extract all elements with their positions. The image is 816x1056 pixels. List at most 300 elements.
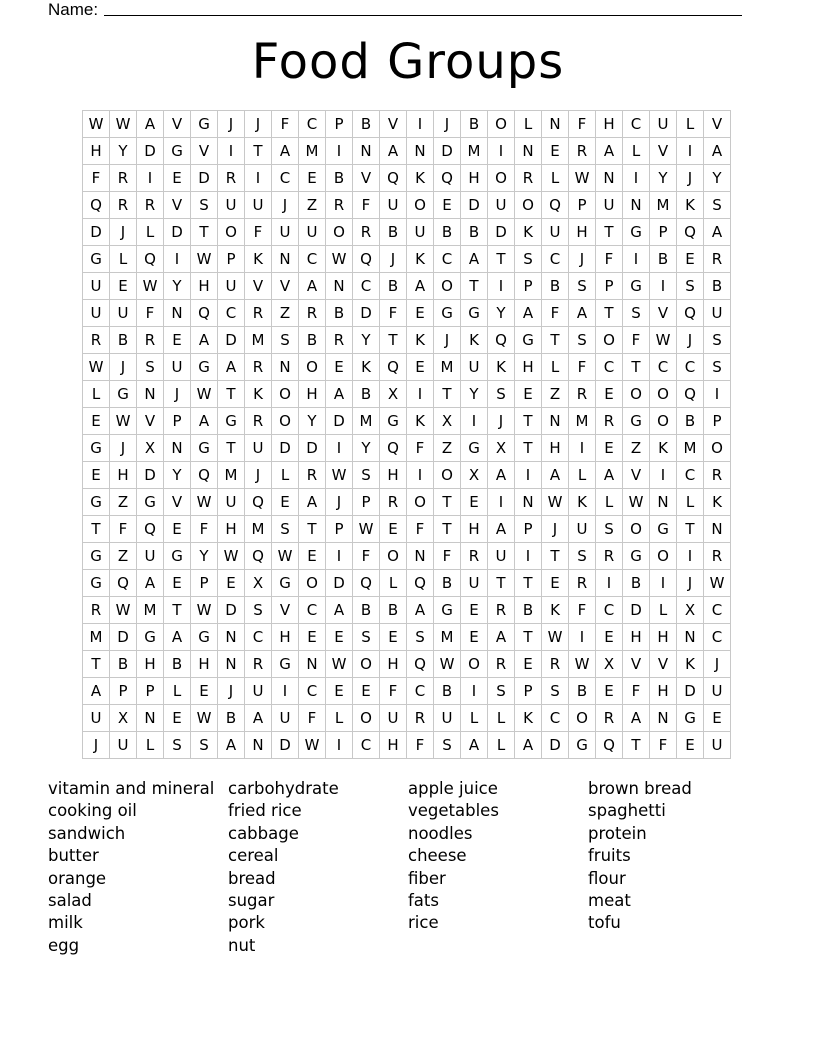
grid-letter: G (623, 273, 650, 300)
grid-letter: A (326, 381, 353, 408)
grid-letter: L (596, 489, 623, 516)
grid-letter: O (650, 408, 677, 435)
grid-row (83, 219, 731, 246)
grid-letter: K (407, 327, 434, 354)
grid-letter: D (272, 732, 299, 759)
grid-letter: E (461, 597, 488, 624)
grid-letter: T (434, 381, 461, 408)
grid-letter: R (245, 651, 272, 678)
grid-letter: A (407, 597, 434, 624)
grid-letter: V (650, 300, 677, 327)
grid-letter: S (596, 516, 623, 543)
grid-letter: E (407, 354, 434, 381)
grid-letter: H (596, 111, 623, 138)
grid-letter: E (596, 381, 623, 408)
grid-letter: Z (110, 543, 137, 570)
grid-letter: H (461, 165, 488, 192)
grid-letter: K (542, 597, 569, 624)
grid-letter: A (218, 354, 245, 381)
grid-letter: N (650, 705, 677, 732)
grid-letter: R (245, 300, 272, 327)
grid-letter: M (461, 138, 488, 165)
grid-letter: S (677, 273, 704, 300)
grid-letter: T (218, 381, 245, 408)
grid-letter: W (137, 273, 164, 300)
grid-letter: P (191, 570, 218, 597)
grid-letter: R (218, 165, 245, 192)
grid-row (83, 678, 731, 705)
grid-letter: U (245, 678, 272, 705)
grid-letter: B (569, 678, 596, 705)
grid-letter: N (623, 192, 650, 219)
grid-letter: J (434, 111, 461, 138)
grid-letter: U (569, 516, 596, 543)
grid-letter: K (488, 354, 515, 381)
grid-letter: U (461, 570, 488, 597)
grid-letter: N (596, 165, 623, 192)
grid-letter: Q (191, 300, 218, 327)
grid-letter: U (110, 732, 137, 759)
grid-letter: G (191, 624, 218, 651)
word-list-item: protein (588, 823, 647, 843)
grid-letter: U (272, 705, 299, 732)
grid-row (83, 597, 731, 624)
grid-letter: T (461, 273, 488, 300)
grid-letter: O (434, 273, 461, 300)
grid-letter: I (488, 489, 515, 516)
grid-letter: X (461, 462, 488, 489)
grid-letter: O (596, 327, 623, 354)
grid-letter: G (434, 597, 461, 624)
grid-row (83, 435, 731, 462)
grid-letter: T (623, 732, 650, 759)
grid-letter: M (137, 597, 164, 624)
grid-letter: F (272, 111, 299, 138)
grid-letter: Y (191, 543, 218, 570)
grid-letter: E (83, 462, 110, 489)
grid-letter: E (596, 435, 623, 462)
grid-letter: M (677, 435, 704, 462)
grid-row (83, 192, 731, 219)
grid-letter: B (326, 165, 353, 192)
grid-letter: F (407, 435, 434, 462)
grid-letter: R (245, 408, 272, 435)
grid-letter: D (542, 732, 569, 759)
grid-letter: A (407, 273, 434, 300)
grid-letter: F (569, 354, 596, 381)
grid-letter: T (488, 570, 515, 597)
word-list-item: vegetables (408, 801, 499, 821)
grid-letter: H (83, 138, 110, 165)
grid-letter: N (245, 732, 272, 759)
grid-row (83, 354, 731, 381)
grid-letter: R (569, 381, 596, 408)
grid-letter: M (569, 408, 596, 435)
grid-letter: W (353, 516, 380, 543)
grid-letter: U (218, 192, 245, 219)
grid-letter: R (704, 246, 731, 273)
grid-letter: U (704, 678, 731, 705)
grid-letter: N (515, 138, 542, 165)
grid-letter: C (299, 597, 326, 624)
grid-letter: N (326, 273, 353, 300)
grid-letter: F (542, 300, 569, 327)
grid-letter: Q (245, 489, 272, 516)
word-list-item: fried rice (228, 801, 302, 821)
grid-letter: P (515, 273, 542, 300)
grid-letter: W (191, 381, 218, 408)
grid-letter: G (569, 732, 596, 759)
grid-letter: I (704, 381, 731, 408)
grid-letter: V (164, 192, 191, 219)
grid-letter: T (245, 138, 272, 165)
word-list-item: butter (48, 846, 99, 866)
grid-letter: P (218, 246, 245, 273)
grid-letter: I (650, 570, 677, 597)
grid-letter: J (380, 246, 407, 273)
grid-letter: C (299, 111, 326, 138)
grid-letter: T (83, 516, 110, 543)
grid-letter: K (677, 192, 704, 219)
grid-letter: P (515, 678, 542, 705)
grid-letter: H (299, 381, 326, 408)
grid-letter: G (191, 435, 218, 462)
grid-letter: B (380, 597, 407, 624)
grid-letter: O (461, 651, 488, 678)
grid-letter: R (110, 165, 137, 192)
grid-letter: A (461, 246, 488, 273)
grid-letter: E (596, 678, 623, 705)
grid-letter: B (650, 246, 677, 273)
grid-letter: B (164, 651, 191, 678)
grid-letter: H (191, 273, 218, 300)
grid-letter: Q (353, 570, 380, 597)
grid-letter: L (542, 165, 569, 192)
grid-letter: S (515, 246, 542, 273)
grid-letter: Y (461, 381, 488, 408)
grid-letter: D (191, 165, 218, 192)
grid-letter: Q (137, 516, 164, 543)
grid-letter: E (164, 705, 191, 732)
word-list-item: cheese (408, 846, 467, 866)
grid-letter: V (623, 651, 650, 678)
grid-letter: G (434, 300, 461, 327)
grid-letter: G (83, 543, 110, 570)
grid-letter: E (83, 408, 110, 435)
grid-letter: J (677, 570, 704, 597)
grid-letter: S (569, 327, 596, 354)
grid-letter: I (569, 435, 596, 462)
grid-letter: D (299, 435, 326, 462)
grid-row (83, 624, 731, 651)
grid-letter: V (650, 138, 677, 165)
grid-letter: M (218, 462, 245, 489)
grid-row (83, 705, 731, 732)
grid-letter: V (245, 273, 272, 300)
grid-letter: N (353, 138, 380, 165)
grid-letter: U (164, 354, 191, 381)
grid-letter: E (515, 651, 542, 678)
grid-letter: U (83, 705, 110, 732)
grid-letter: G (83, 570, 110, 597)
grid-letter: G (218, 408, 245, 435)
grid-letter: L (272, 462, 299, 489)
grid-letter: I (326, 543, 353, 570)
grid-letter: F (623, 678, 650, 705)
word-list (48, 778, 768, 957)
grid-letter: F (623, 327, 650, 354)
grid-letter: V (380, 111, 407, 138)
grid-letter: E (326, 678, 353, 705)
grid-letter: E (164, 570, 191, 597)
grid-letter: O (569, 705, 596, 732)
grid-letter: X (434, 408, 461, 435)
grid-letter: S (569, 273, 596, 300)
grid-letter: I (326, 138, 353, 165)
grid-letter: Y (164, 462, 191, 489)
grid-letter: I (569, 624, 596, 651)
grid-letter: O (650, 543, 677, 570)
grid-row (83, 570, 731, 597)
grid-letter: T (191, 219, 218, 246)
grid-letter: V (353, 165, 380, 192)
grid-letter: B (542, 273, 569, 300)
grid-letter: I (650, 462, 677, 489)
word-list-item: brown bread (588, 779, 692, 798)
grid-letter: E (326, 354, 353, 381)
grid-letter: U (137, 543, 164, 570)
grid-letter: L (110, 246, 137, 273)
grid-row (83, 246, 731, 273)
grid-letter: Q (488, 327, 515, 354)
grid-letter: A (191, 327, 218, 354)
grid-letter: N (299, 651, 326, 678)
grid-letter: P (650, 219, 677, 246)
grid-letter: R (83, 597, 110, 624)
grid-letter: D (218, 597, 245, 624)
grid-letter: P (353, 489, 380, 516)
grid-letter: R (326, 327, 353, 354)
grid-letter: H (137, 651, 164, 678)
grid-letter: U (704, 732, 731, 759)
grid-row (83, 381, 731, 408)
grid-letter: Y (704, 165, 731, 192)
grid-letter: R (110, 192, 137, 219)
grid-letter: L (461, 705, 488, 732)
grid-letter: U (380, 192, 407, 219)
grid-letter: G (137, 624, 164, 651)
grid-letter: P (326, 516, 353, 543)
word-list-item: orange (48, 868, 107, 888)
grid-letter: G (623, 219, 650, 246)
grid-letter: O (704, 435, 731, 462)
grid-letter: W (272, 543, 299, 570)
grid-letter: E (677, 732, 704, 759)
grid-letter: K (515, 705, 542, 732)
grid-letter: J (326, 489, 353, 516)
grid-letter: L (488, 732, 515, 759)
word-list-item: bread (228, 868, 276, 888)
grid-letter: R (83, 327, 110, 354)
grid-letter: D (110, 624, 137, 651)
grid-letter: S (353, 624, 380, 651)
grid-letter: W (110, 111, 137, 138)
grid-letter: K (407, 246, 434, 273)
grid-letter: J (488, 408, 515, 435)
grid-letter: G (164, 543, 191, 570)
grid-letter: N (164, 300, 191, 327)
grid-letter: A (83, 678, 110, 705)
grid-letter: J (245, 462, 272, 489)
grid-letter: C (596, 354, 623, 381)
grid-letter: G (677, 705, 704, 732)
grid-letter: D (623, 597, 650, 624)
grid-letter: T (380, 327, 407, 354)
grid-letter: S (272, 516, 299, 543)
grid-letter: B (326, 300, 353, 327)
grid-letter: Q (542, 192, 569, 219)
grid-letter: G (164, 138, 191, 165)
grid-letter: I (461, 408, 488, 435)
grid-letter: C (299, 246, 326, 273)
grid-letter: L (542, 354, 569, 381)
grid-letter: Q (110, 570, 137, 597)
grid-letter: N (542, 111, 569, 138)
grid-letter: W (83, 354, 110, 381)
word-list-item: milk (48, 913, 83, 933)
grid-letter: M (83, 624, 110, 651)
grid-letter: N (137, 705, 164, 732)
grid-letter: D (83, 219, 110, 246)
grid-letter: F (407, 516, 434, 543)
grid-letter: R (353, 219, 380, 246)
grid-letter: C (245, 624, 272, 651)
grid-letter: P (515, 516, 542, 543)
grid-letter: E (515, 381, 542, 408)
grid-letter: Q (677, 300, 704, 327)
grid-letter: A (461, 732, 488, 759)
grid-letter: T (596, 219, 623, 246)
grid-letter: A (596, 138, 623, 165)
grid-letter: D (434, 138, 461, 165)
grid-letter: H (515, 354, 542, 381)
grid-letter: U (434, 705, 461, 732)
grid-letter: Z (110, 489, 137, 516)
grid-letter: S (488, 678, 515, 705)
grid-letter: T (488, 246, 515, 273)
grid-letter: A (299, 489, 326, 516)
grid-letter: W (191, 489, 218, 516)
grid-letter: B (704, 273, 731, 300)
grid-letter: L (677, 111, 704, 138)
grid-letter: U (218, 489, 245, 516)
word-list-item: sandwich (48, 823, 126, 843)
grid-letter: O (650, 381, 677, 408)
grid-letter: Q (380, 435, 407, 462)
grid-letter: D (326, 570, 353, 597)
grid-letter: L (380, 570, 407, 597)
grid-letter: X (677, 597, 704, 624)
grid-letter: B (380, 219, 407, 246)
grid-letter: K (245, 246, 272, 273)
grid-letter: Y (353, 327, 380, 354)
grid-letter: P (110, 678, 137, 705)
grid-letter: S (569, 543, 596, 570)
grid-letter: D (677, 678, 704, 705)
grid-letter: S (164, 732, 191, 759)
grid-letter: X (380, 381, 407, 408)
grid-letter: Q (596, 732, 623, 759)
grid-row (83, 543, 731, 570)
grid-letter: U (704, 300, 731, 327)
grid-letter: S (191, 192, 218, 219)
grid-letter: A (272, 138, 299, 165)
word-list-item: egg (48, 935, 80, 955)
grid-letter: I (461, 678, 488, 705)
word-list-item: vitamin and mineral (48, 779, 215, 798)
grid-letter: O (488, 111, 515, 138)
grid-letter: D (461, 192, 488, 219)
word-list-column (228, 778, 408, 957)
grid-letter: I (488, 138, 515, 165)
word-list-item: apple juice (408, 779, 498, 798)
grid-letter: I (650, 273, 677, 300)
grid-letter: X (110, 705, 137, 732)
grid-row (83, 300, 731, 327)
grid-letter: Y (488, 300, 515, 327)
word-list-item: rice (408, 913, 439, 933)
grid-letter: L (137, 219, 164, 246)
grid-letter: G (110, 381, 137, 408)
grid-letter: G (191, 354, 218, 381)
grid-letter: S (434, 732, 461, 759)
grid-letter: R (488, 597, 515, 624)
grid-letter: N (218, 651, 245, 678)
grid-letter: P (704, 408, 731, 435)
grid-letter: P (164, 408, 191, 435)
grid-letter: H (650, 678, 677, 705)
grid-letter: L (83, 381, 110, 408)
grid-letter: T (515, 570, 542, 597)
grid-letter: E (434, 192, 461, 219)
grid-letter: G (515, 327, 542, 354)
grid-letter: F (353, 543, 380, 570)
grid-letter: W (704, 570, 731, 597)
grid-letter: U (596, 192, 623, 219)
grid-letter: O (299, 354, 326, 381)
grid-letter: R (326, 192, 353, 219)
grid-letter: D (137, 138, 164, 165)
grid-letter: R (380, 489, 407, 516)
word-list-item: fruits (588, 846, 631, 866)
grid-letter: R (299, 300, 326, 327)
name-label: Name: (48, 0, 99, 19)
grid-letter: K (353, 354, 380, 381)
word-list-item: tofu (588, 913, 621, 933)
grid-letter: I (218, 138, 245, 165)
grid-letter: U (407, 219, 434, 246)
grid-letter: A (515, 300, 542, 327)
grid-letter: G (83, 489, 110, 516)
grid-letter: S (623, 300, 650, 327)
grid-letter: O (488, 165, 515, 192)
grid-letter: N (704, 516, 731, 543)
grid-row (83, 327, 731, 354)
grid-letter: R (704, 462, 731, 489)
grid-letter: T (542, 543, 569, 570)
grid-letter: A (164, 624, 191, 651)
grid-letter: V (272, 273, 299, 300)
